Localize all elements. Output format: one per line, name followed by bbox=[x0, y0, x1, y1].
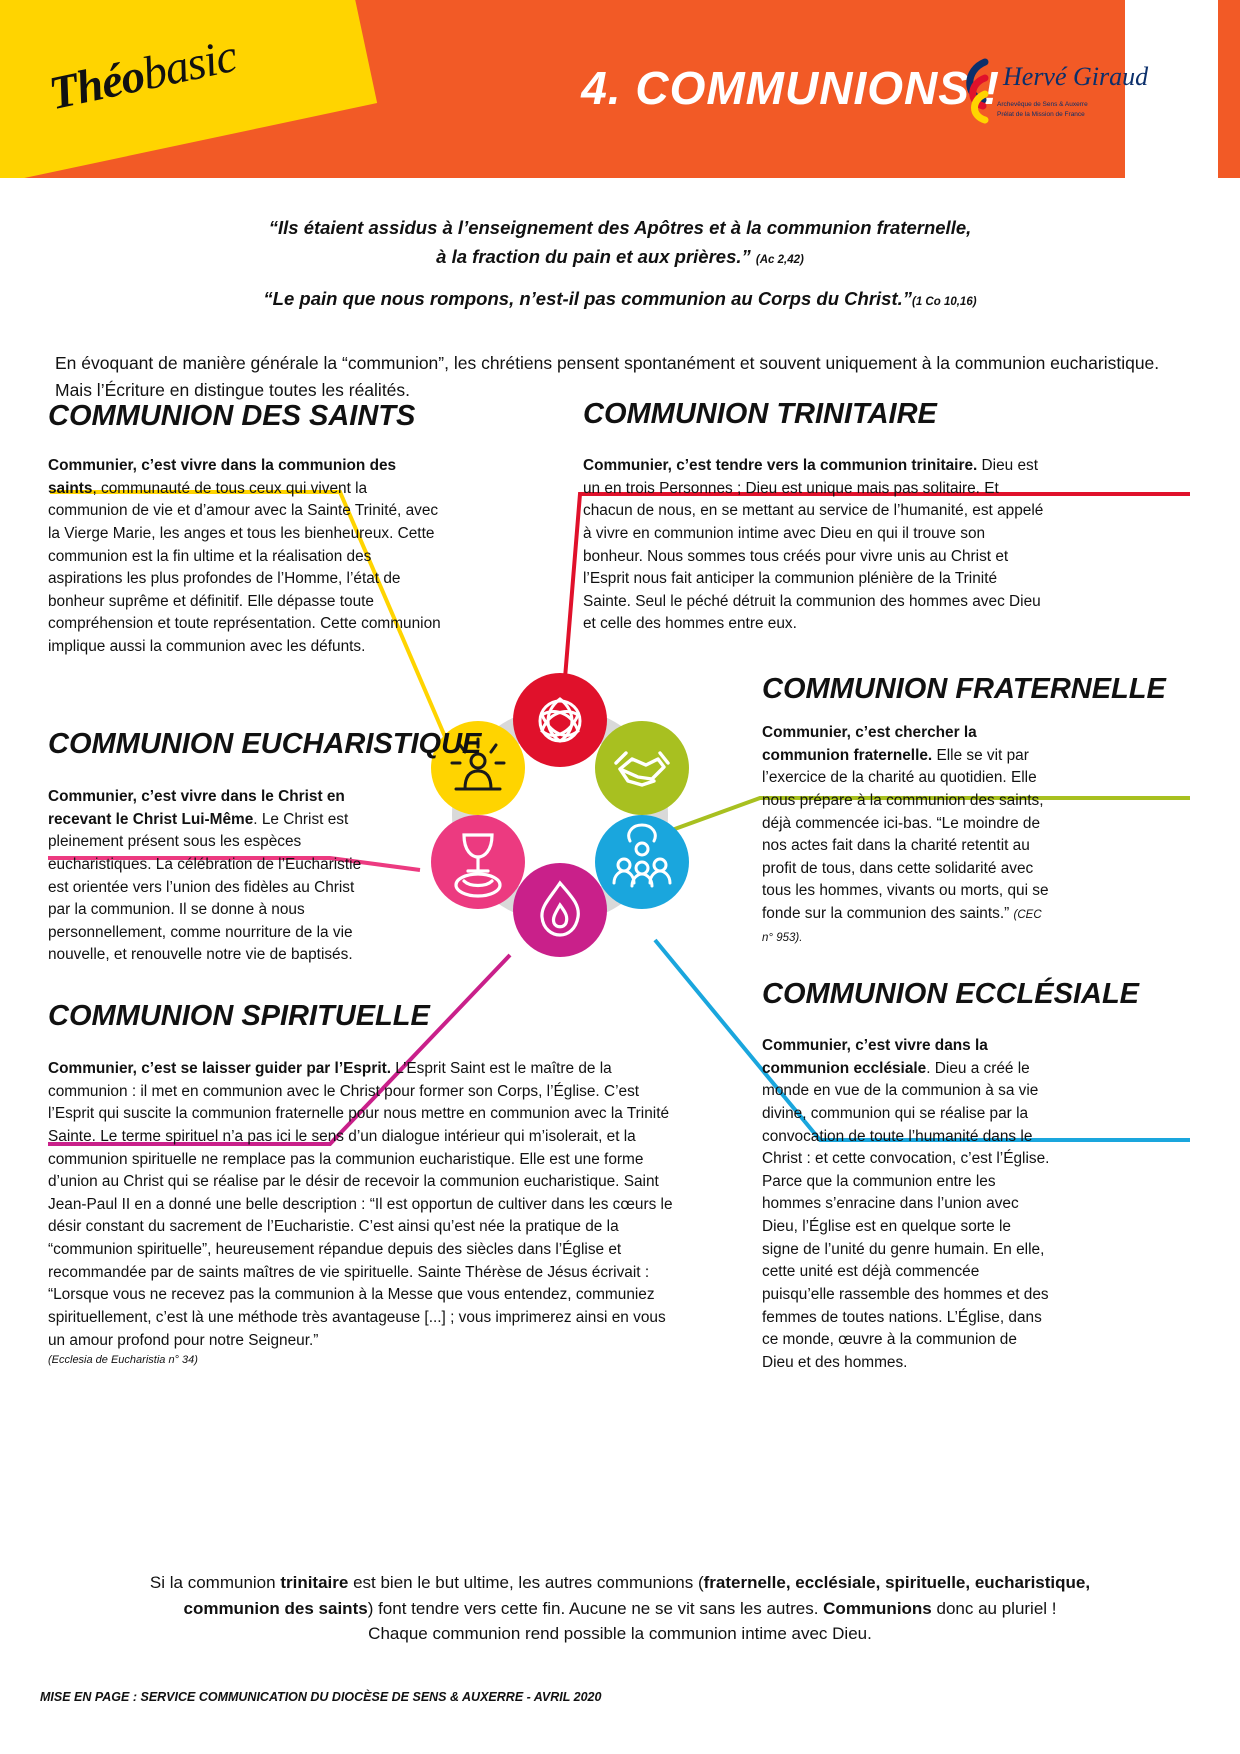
conclusion-1d: fraternelle, ecclésiale, spirituelle, eucharistique, bbox=[703, 1573, 1091, 1592]
section-body-trinitaire bbox=[583, 455, 1045, 636]
conclusion-block bbox=[90, 1570, 1150, 1647]
quote-1-line-2-text: à la fraction du pain et aux prières.” bbox=[436, 245, 751, 267]
section-lead-trinitaire: Communier, c’est tendre vers la communion trinitaire. bbox=[583, 457, 978, 474]
bishop-signature bbox=[955, 52, 1149, 157]
section-title-saints: COMMUNION DES SAINTS bbox=[48, 400, 416, 432]
scripture-quotes bbox=[120, 214, 1120, 314]
conclusion-line-2 bbox=[90, 1596, 1150, 1622]
section-lead-ecclesiale: Communier, c’est vivre dans la communion ecclésiale bbox=[762, 1037, 988, 1077]
wheel-node-fraternelle bbox=[595, 721, 689, 815]
conclusion-2c: Communions bbox=[823, 1598, 932, 1618]
section-text-spirituelle: L’Esprit Saint est le maître de la communion : il met en communion avec le Christ pour former son Corps, l’Église. C’est l’Esprit qui suscite la communion fraternelle pour nous mettre en communion avec la Trinité Sainte. Le terme spirituel n’a pas ici le sens d’un dialogue intérieur qui m’isolerait, et la communion spirituelle ne remplace pas la communion eucharistique. Elle est une forme d’union au Christ qui se réalise par le désir de recevoir la communion eucharistique. Saint Jean-Paul II en a donné une belle description : “Il est opportun de cultiver dans les cœurs le désir constant du sacrement de l’Eucharistie. C’est ainsi qu’est née la pratique de la “communion spirituelle”, heureusement répandue depuis des siècles dans l’Église et recommandée par de saints maîtres de vie spirituelle. Sainte Thérèse de Jésus écrivait : “Lorsque vous ne recevez pas la communion à la Messe que vous entendez, communiez spirituellement, c’est là une méthode très avantageuse [...] ; vous imprimerez ainsi en vous un amour profond pour notre Seigneur.” bbox=[48, 1060, 673, 1349]
page-title: 4. COMMUNIONS ! bbox=[581, 62, 1000, 114]
quote-1-reference: (Ac 2,42) bbox=[755, 253, 804, 266]
conclusion-2a: communion des saints bbox=[183, 1598, 368, 1618]
conclusion-line-3: Chaque communion rend possible la communion intime avec Dieu. bbox=[368, 1624, 872, 1643]
section-text-trinitaire: Dieu est un en trois Personnes ; Dieu est unique mais pas solitaire. Et chacun de nous, en se mettant au service de l’humanité, est appelé à vivre en communion intime avec Dieu en qui il trouve son bonheur. Nous sommes tous créés pour vivre unis au Christ et l’Esprit nous fait anticiper la communion plénière de la Trinité Sainte. Seul le péché détruit la communion des hommes avec Dieu et celle des hommes entre eux. bbox=[583, 457, 1044, 633]
section-ref-spirituelle: (Ecclesia de Eucharistia n° 34) bbox=[48, 1354, 198, 1367]
conclusion-1c: est bien le but ultime, les autres communions ( bbox=[348, 1573, 704, 1592]
section-title-eucharistique: COMMUNION EUCHARISTIQUE bbox=[48, 728, 482, 760]
quote-2-text: “Le pain que nous rompons, n’est-il pas communion au Corps du Christ.” bbox=[263, 288, 912, 310]
section-title-spirituelle: COMMUNION SPIRITUELLE bbox=[48, 1000, 430, 1032]
page-credit: MISE EN PAGE : SERVICE COMMUNICATION DU DIOCÈSE DE SENS & AUXERRE - AVRIL 2020 bbox=[40, 1690, 602, 1704]
section-lead-spirituelle: Communier, c’est se laisser guider par l’Esprit. bbox=[48, 1060, 391, 1077]
signature-sub-line1: Archevêque de Sens & Auxerre bbox=[997, 101, 1088, 108]
section-lead-eucharistique: Communier, c’est vivre dans le Christ en recevant le Christ Lui-Même bbox=[48, 788, 345, 828]
conclusion-1a: Si la communion bbox=[149, 1573, 281, 1592]
quote-1-line-2 bbox=[120, 243, 1120, 272]
wheel-node-eucharistique bbox=[431, 815, 525, 909]
header-orange-edge bbox=[1218, 0, 1240, 178]
signature-sub-line2: Prélat de la Mission de France bbox=[997, 110, 1085, 118]
section-body-spirituelle bbox=[48, 1058, 678, 1368]
communion-wheel-diagram bbox=[420, 665, 700, 965]
section-title-ecclesiale: COMMUNION ECCLÉSIALE bbox=[762, 978, 1139, 1010]
wheel-node-ecclesiale bbox=[595, 815, 689, 909]
intro-paragraph: En évoquant de manière générale la “communion”, les chrétiens pensent spontanément et souvent uniquement à la communion eucharistique. Mais l’Écriture en distingue toutes les réalités. bbox=[55, 353, 1160, 401]
section-text-eucharistique: . Le Christ est pleinement présent sous les espèces eucharistiques. La célébration de l’Eucharistie est orientée vers l’union des fidèles au Christ par la communion. Il se donne à nous personnellement, comme nourriture de la vie nouvelle, et renouvelle notre vie de baptisés. bbox=[48, 810, 362, 964]
logo-theo-part: Théo bbox=[44, 49, 149, 121]
section-body-fraternelle bbox=[762, 722, 1052, 948]
section-body-ecclesiale bbox=[762, 1035, 1052, 1375]
section-lead-fraternelle: Communier, c’est chercher la communion fraternelle. bbox=[762, 724, 977, 764]
quote-2-reference: (1 Co 10,16) bbox=[912, 296, 977, 309]
signature-subtitle bbox=[997, 100, 1088, 120]
conclusion-line-1 bbox=[90, 1570, 1150, 1596]
wheel-node-trinitaire bbox=[513, 673, 607, 767]
conclusion-2b: ) font tendre vers cette fin. Aucune ne se vit sans les autres. bbox=[367, 1598, 824, 1618]
conclusion-2d: donc au pluriel ! bbox=[931, 1598, 1057, 1618]
quote-1-line-1: “Ils étaient assidus à l’enseignement des Apôtres et à la communion fraternelle, bbox=[268, 217, 972, 238]
section-body-eucharistique bbox=[48, 786, 378, 967]
conclusion-1b: trinitaire bbox=[280, 1573, 349, 1592]
section-text-ecclesiale: . Dieu a créé le monde en vue de la communion à sa vie divine, communion qui se réalise par la convocation de toute l’humanité dans le Christ : et cette convocation, c’est l’Église. Parce que la communion entre les hommes s’enracine dans l’union avec Dieu, l’Église est en quelque sorte le signe de l’unité du genre humain. En elle, cette unité est déjà commencée puisqu’elle rassemble des hommes et des femmes de toutes nations. L’Église, dans ce monde, œuvre à la communion de Dieu et des hommes. bbox=[762, 1059, 1050, 1371]
section-title-fraternelle: COMMUNION FRATERNELLE bbox=[762, 673, 1166, 705]
page-header bbox=[0, 0, 1240, 178]
logo-basic-part: basic bbox=[137, 29, 241, 101]
section-body-saints bbox=[48, 455, 448, 659]
section-text-fraternelle: Elle se vit par l’exercice de la charité au quotidien. Elle nous prépare à la communion des saints, déjà commencée ici-bas. “Le moindre de nos actes fait dans la charité retentit au profit de tous, dans cette solidarité avec tous les hommes, vivants ou morts, qui se fonde sur la communion des saints.” bbox=[762, 746, 1049, 923]
quote-2 bbox=[120, 285, 1120, 314]
section-ref-fraternelle: (CEC n° 953). bbox=[762, 909, 1042, 944]
section-text-saints: , communauté de tous ceux qui vivent la communion de vie et d’amour avec la Sainte Trinité, avec la Vierge Marie, les anges et tous les bienheureux. Cette communion est la fin ultime et la réalisation des aspirations les plus profondes de l’Homme, l’état de bonheur suprême et définitif. Elle dépasse toute compréhension et toute représentation. Cette communion implique aussi la communion avec les défunts. bbox=[48, 479, 441, 656]
section-lead-saints: Communier, c’est vivre dans la communion des saints bbox=[48, 457, 397, 497]
wheel-node-spirituelle bbox=[513, 863, 607, 957]
signature-name: Hervé Giraud bbox=[1003, 62, 1149, 91]
section-title-trinitaire: COMMUNION TRINITAIRE bbox=[583, 398, 937, 430]
